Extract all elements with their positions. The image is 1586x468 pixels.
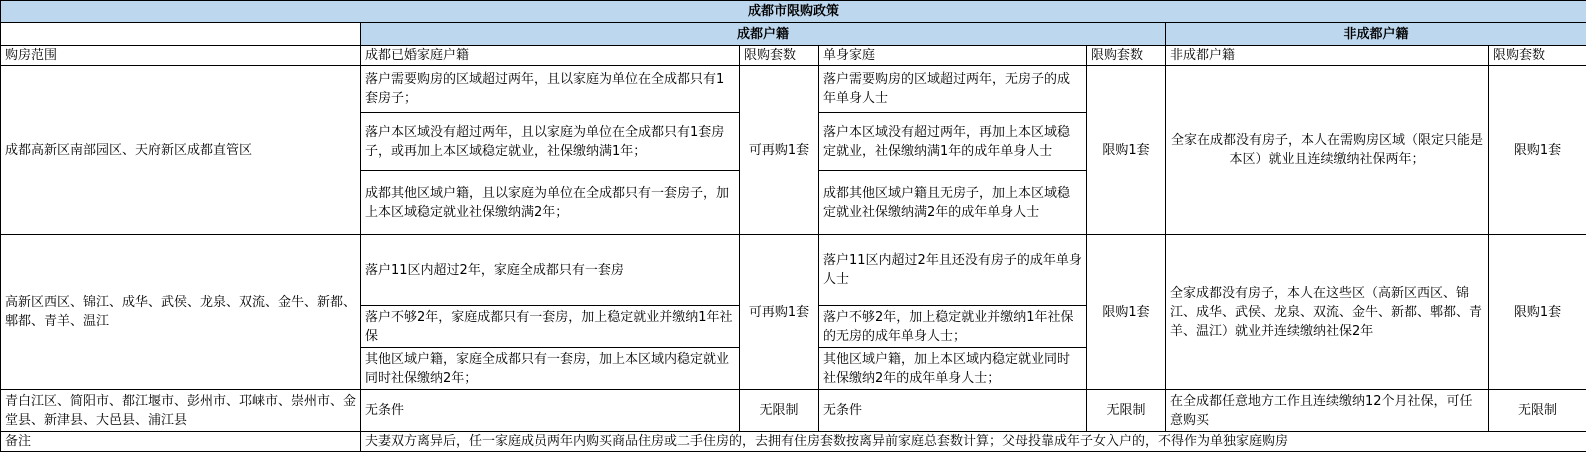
remark-text: 夫妻双方离异后，任一家庭成员两年内购买商品住房或二手住房的，去拥有住房套数按离异前家庭总套数计算；父母投靠成年子女入户的，不得作为单独家庭购房 [361, 432, 1586, 452]
col-header-single: 单身家庭 [819, 46, 1087, 66]
section1-married-3: 成都其他区域户籍，且以家庭为单位在全成都只有一套房子，加上本区域稳定就业社保缴纳满2年； [361, 171, 740, 235]
section1-single-2: 落户本区域没有超过两年，再加上本区域稳定就业，社保缴纳满1年的成年单身人士 [819, 113, 1087, 171]
section3-married-limit: 无限制 [740, 390, 819, 432]
section2-non: 全家成都没有房子，本人在这些区（高新区西区、锦江、成华、武侯、龙泉、双流、金牛、新都、郫都、青羊、温江）就业并连续缴纳社保2年 [1166, 235, 1489, 390]
section2-non-limit: 限购1套 [1489, 235, 1586, 390]
section1-non: 全家在成都没有房子，本人在需购房区域（限定只能是本区）就业且连续缴纳社保两年； [1166, 66, 1489, 235]
section2-married-1: 落户11区内超过2年，家庭全成都只有一套房 [361, 235, 740, 306]
section2-range: 高新区西区、锦江、成华、武侯、龙泉、双流、金牛、新都、郫都、青羊、温江 [1, 235, 361, 390]
section2-single-3: 其他区域户籍，加上本区域内稳定就业同时社保缴纳2年的成年单身人士； [819, 348, 1087, 390]
section2-married-3: 其他区域户籍，家庭全成都只有一套房，加上本区域内稳定就业同时社保缴纳2年； [361, 348, 740, 390]
col-header-range: 购房范围 [1, 46, 361, 66]
section2-married-2: 落户不够2年，家庭成都只有一套房，加上稳定就业并缴纳1年社保 [361, 306, 740, 348]
section2-single-limit: 限购1套 [1087, 235, 1166, 390]
col-header-non: 非成都户籍 [1166, 46, 1489, 66]
section3-non: 在全成都任意地方工作且连续缴纳12个月社保，可任意购买 [1166, 390, 1489, 432]
section1-non-limit: 限购1套 [1489, 66, 1586, 235]
section2-single-2: 落户不够2年，加上稳定就业并缴纳1年社保的无房的成年单身人士； [819, 306, 1087, 348]
section3-non-limit: 无限制 [1489, 390, 1586, 432]
section2-married-limit: 可再购1套 [740, 235, 819, 390]
section1-married-limit: 可再购1套 [740, 66, 819, 235]
section1-single-limit: 限购1套 [1087, 66, 1166, 235]
section3-range: 青白江区、简阳市、都江堰市、彭州市、邛崃市、崇州市、金堂县、新津县、大邑县、浦江县 [1, 390, 361, 432]
section1-married-2: 落户本区域没有超过两年，且以家庭为单位在全成都只有1套房子，或再加上本区域稳定就业，社保缴纳满1年； [361, 113, 740, 171]
section3-married: 无条件 [361, 390, 740, 432]
col-header-single-limit: 限购套数 [1087, 46, 1166, 66]
section2-single-1: 落户11区内超过2年且还没有房子的成年单身人士 [819, 235, 1087, 306]
section1-single-3: 成都其他区域户籍且无房子，加上本区域稳定就业社保缴纳满2年的成年单身人士 [819, 171, 1087, 235]
col-header-married: 成都已婚家庭户籍 [361, 46, 740, 66]
section3-single-limit: 无限制 [1087, 390, 1166, 432]
page-title: 成都市限购政策 [1, 1, 1586, 23]
section3-single: 无条件 [819, 390, 1087, 432]
section1-range: 成都高新区南部园区、天府新区成都直管区 [1, 66, 361, 235]
group-spacer [1, 23, 361, 46]
section1-single-1: 落户需要购房的区域超过两年，无房子的成年单身人士 [819, 66, 1087, 113]
group-chengdu-header: 成都户籍 [361, 23, 1166, 46]
col-header-non-limit: 限购套数 [1489, 46, 1586, 66]
section1-married-1: 落户需要购房的区域超过两年，且以家庭为单位在全成都只有1套房子； [361, 66, 740, 113]
col-header-married-limit: 限购套数 [740, 46, 819, 66]
group-non-chengdu-header: 非成都户籍 [1166, 23, 1586, 46]
remark-label: 备注 [1, 432, 361, 452]
